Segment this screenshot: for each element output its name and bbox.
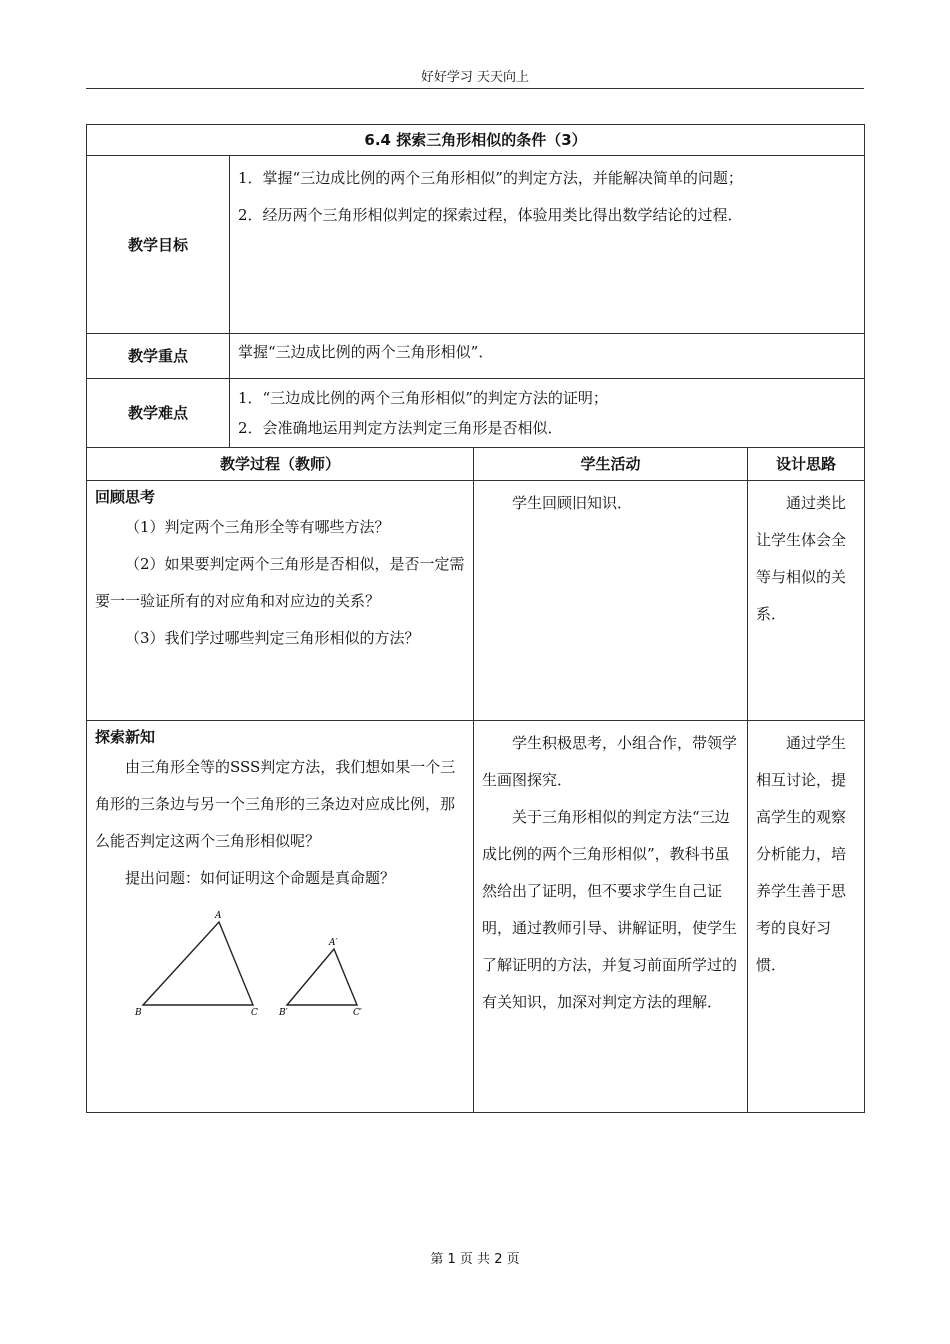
review-question: （2）如果要判定两个三角形是否相似，是否一定需要一一验证所有的对应角和对应边的关系？ [95, 555, 465, 610]
vertex-label-b: B [135, 1008, 142, 1017]
review-design-cell [748, 481, 865, 721]
similar-triangles-figure [135, 907, 375, 1017]
explore-paragraph: 提出问题：如何证明这个命题是真命题？ [125, 869, 396, 887]
key-label: 教学重点 [87, 334, 230, 379]
review-question: （1）判定两个三角形全等有哪些方法？ [125, 518, 390, 536]
explore-process-cell [87, 721, 474, 1113]
explore-design-cell [748, 721, 865, 1113]
triangle-abc [143, 922, 253, 1005]
difficulty-cell [230, 379, 865, 448]
vertex-label-c: C [251, 1008, 258, 1017]
lesson-title: 6.4 探索三角形相似的条件（3） [87, 125, 865, 156]
review-heading: 回顾思考 [95, 488, 156, 506]
explore-student-activity: 关于三角形相似的判定方法“三边成比例的两个三角形相似”，教科书虽然给出了证明，但不要求学生自己证明，通过教师引导、讲解证明，使学生了解证明的方法，并复习前面所学过的有关知识，加深对判定方法的理解． [482, 808, 738, 1011]
review-question: （3）我们学过哪些判定三角形相似的方法？ [125, 629, 420, 647]
difficulty-label: 教学难点 [87, 379, 230, 448]
explore-design-idea: 通过学生相互讨论，提高学生的观察分析能力，培养学生善于思考的良好习惯． [756, 734, 847, 974]
explore-paragraph: 由三角形全等的SSS判定方法，我们想如果一个三角形的三条边与另一个三角形的三条边对应成比例，那么能否判定这两个三角形相似呢？ [95, 758, 456, 850]
page-footer: 第 1 页 共 2 页 [430, 1252, 520, 1267]
explore-student-cell [474, 721, 748, 1113]
review-student-activity: 学生回顾旧知识． [512, 494, 633, 512]
vertex-label-a: A [215, 911, 222, 921]
explore-student-activity: 学生积极思考，小组合作，带领学生画图探究． [482, 734, 738, 789]
lesson-plan-table [86, 124, 865, 1113]
page-header: 好好学习 天天向上 [86, 66, 864, 89]
vertex-label-c-prime: C′ [353, 1008, 362, 1017]
triangle-a2b2c2 [287, 949, 357, 1005]
review-process-cell [87, 481, 474, 721]
goals-label: 教学目标 [87, 156, 230, 334]
explore-heading: 探索新知 [95, 728, 156, 746]
vertex-label-b-prime: B′ [279, 1008, 288, 1017]
goal-item: 2．经历两个三角形相似判定的探索过程，体验用类比得出数学结论的过程． [238, 206, 743, 224]
goal-item: 1．掌握“三边成比例的两个三角形相似”的判定方法，并能解决简单的问题； [238, 169, 743, 187]
column-header-design: 设计思路 [748, 448, 865, 481]
column-header-student: 学生活动 [474, 448, 748, 481]
difficulty-item: 1．“三边成比例的两个三角形相似”的判定方法的证明； [238, 389, 608, 407]
difficulty-item: 2．会准确地运用判定方法判定三角形是否相似． [238, 419, 563, 437]
review-student-cell [474, 481, 748, 721]
vertex-label-a-prime: A′ [329, 938, 338, 948]
key-point: 掌握“三边成比例的两个三角形相似”． [230, 334, 865, 379]
review-design-idea: 通过类比让学生体会全等与相似的关系． [756, 494, 847, 623]
column-header-process: 教学过程（教师） [87, 448, 474, 481]
goals-cell [230, 156, 865, 334]
